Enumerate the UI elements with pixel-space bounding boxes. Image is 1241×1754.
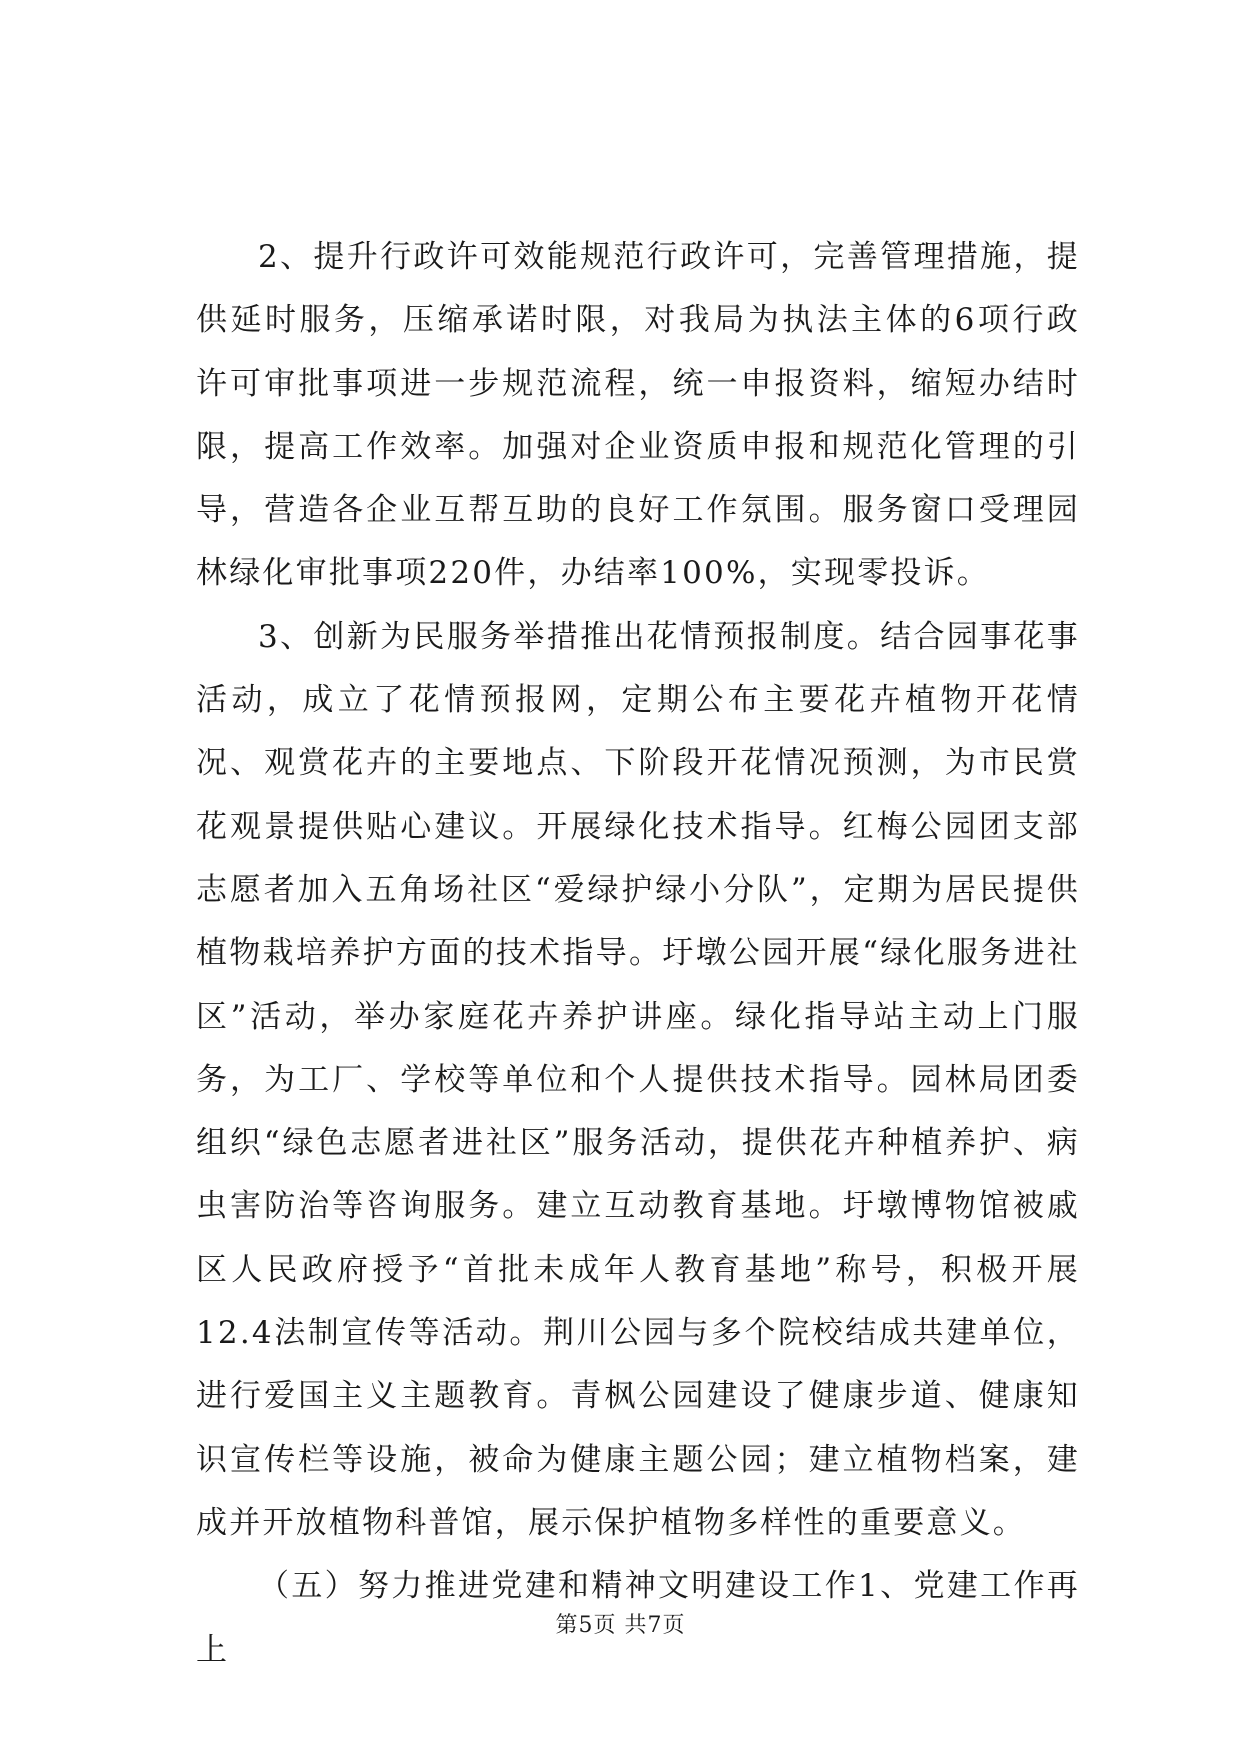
body-text <box>196 226 1080 1682</box>
paragraph-public-service-innovation: 3、创新为民服务举措推出花情预报制度。结合园事花事活动，成立了花情预报网，定期公布主要花卉植物开花情况、观赏花卉的主要地点、下阶段开花情况预测，为市民赏花观景提供贴心建议。开展绿化技术指导。红梅公园团支部志愿者加入五角场社区“爱绿护绿小分队”，定期为居民提供植物栽培养护方面的技术指导。圩墩公园开展“绿化服务进社区”活动，举办家庭花卉养护讲座。绿化指导站主动上门服务，为工厂、学校等单位和个人提供技术指导。园林局团委组织“绿色志愿者进社区”服务活动，提供花卉种植养护、病虫害防治等咨询服务。建立互动教育基地。圩墩博物馆被戚区人民政府授予“首批未成年人教育基地”称号，积极开展12.4法制宣传等活动。荆川公园与多个院校结成共建单位，进行爱国主义主题教育。青枫公园建设了健康步道、健康知识宣传栏等设施，被命为健康主题公园；建立植物档案，建成并开放植物科普馆，展示保护植物多样性的重要意义。 <box>196 618 1080 1541</box>
page-number-footer: 第5页 共7页 <box>555 1613 686 1638</box>
paragraph-administrative-licensing: 2、提升行政许可效能规范行政许可，完善管理措施，提供延时服务，压缩承诺时限，对我局为执法主体的6项行政许可审批事项进一步规范流程，统一申报资料，缩短办结时限，提高工作效率。加强对企业资质申报和规范化管理的引导，营造各企业互帮互助的良好工作氛围。服务窗口受理园林绿化审批事项220件，办结率100%，实现零投诉。 <box>196 239 1080 592</box>
paragraph-party-building-heading: （五）努力推进党建和精神文明建设工作1、党建工作再上 <box>196 1568 1080 1668</box>
